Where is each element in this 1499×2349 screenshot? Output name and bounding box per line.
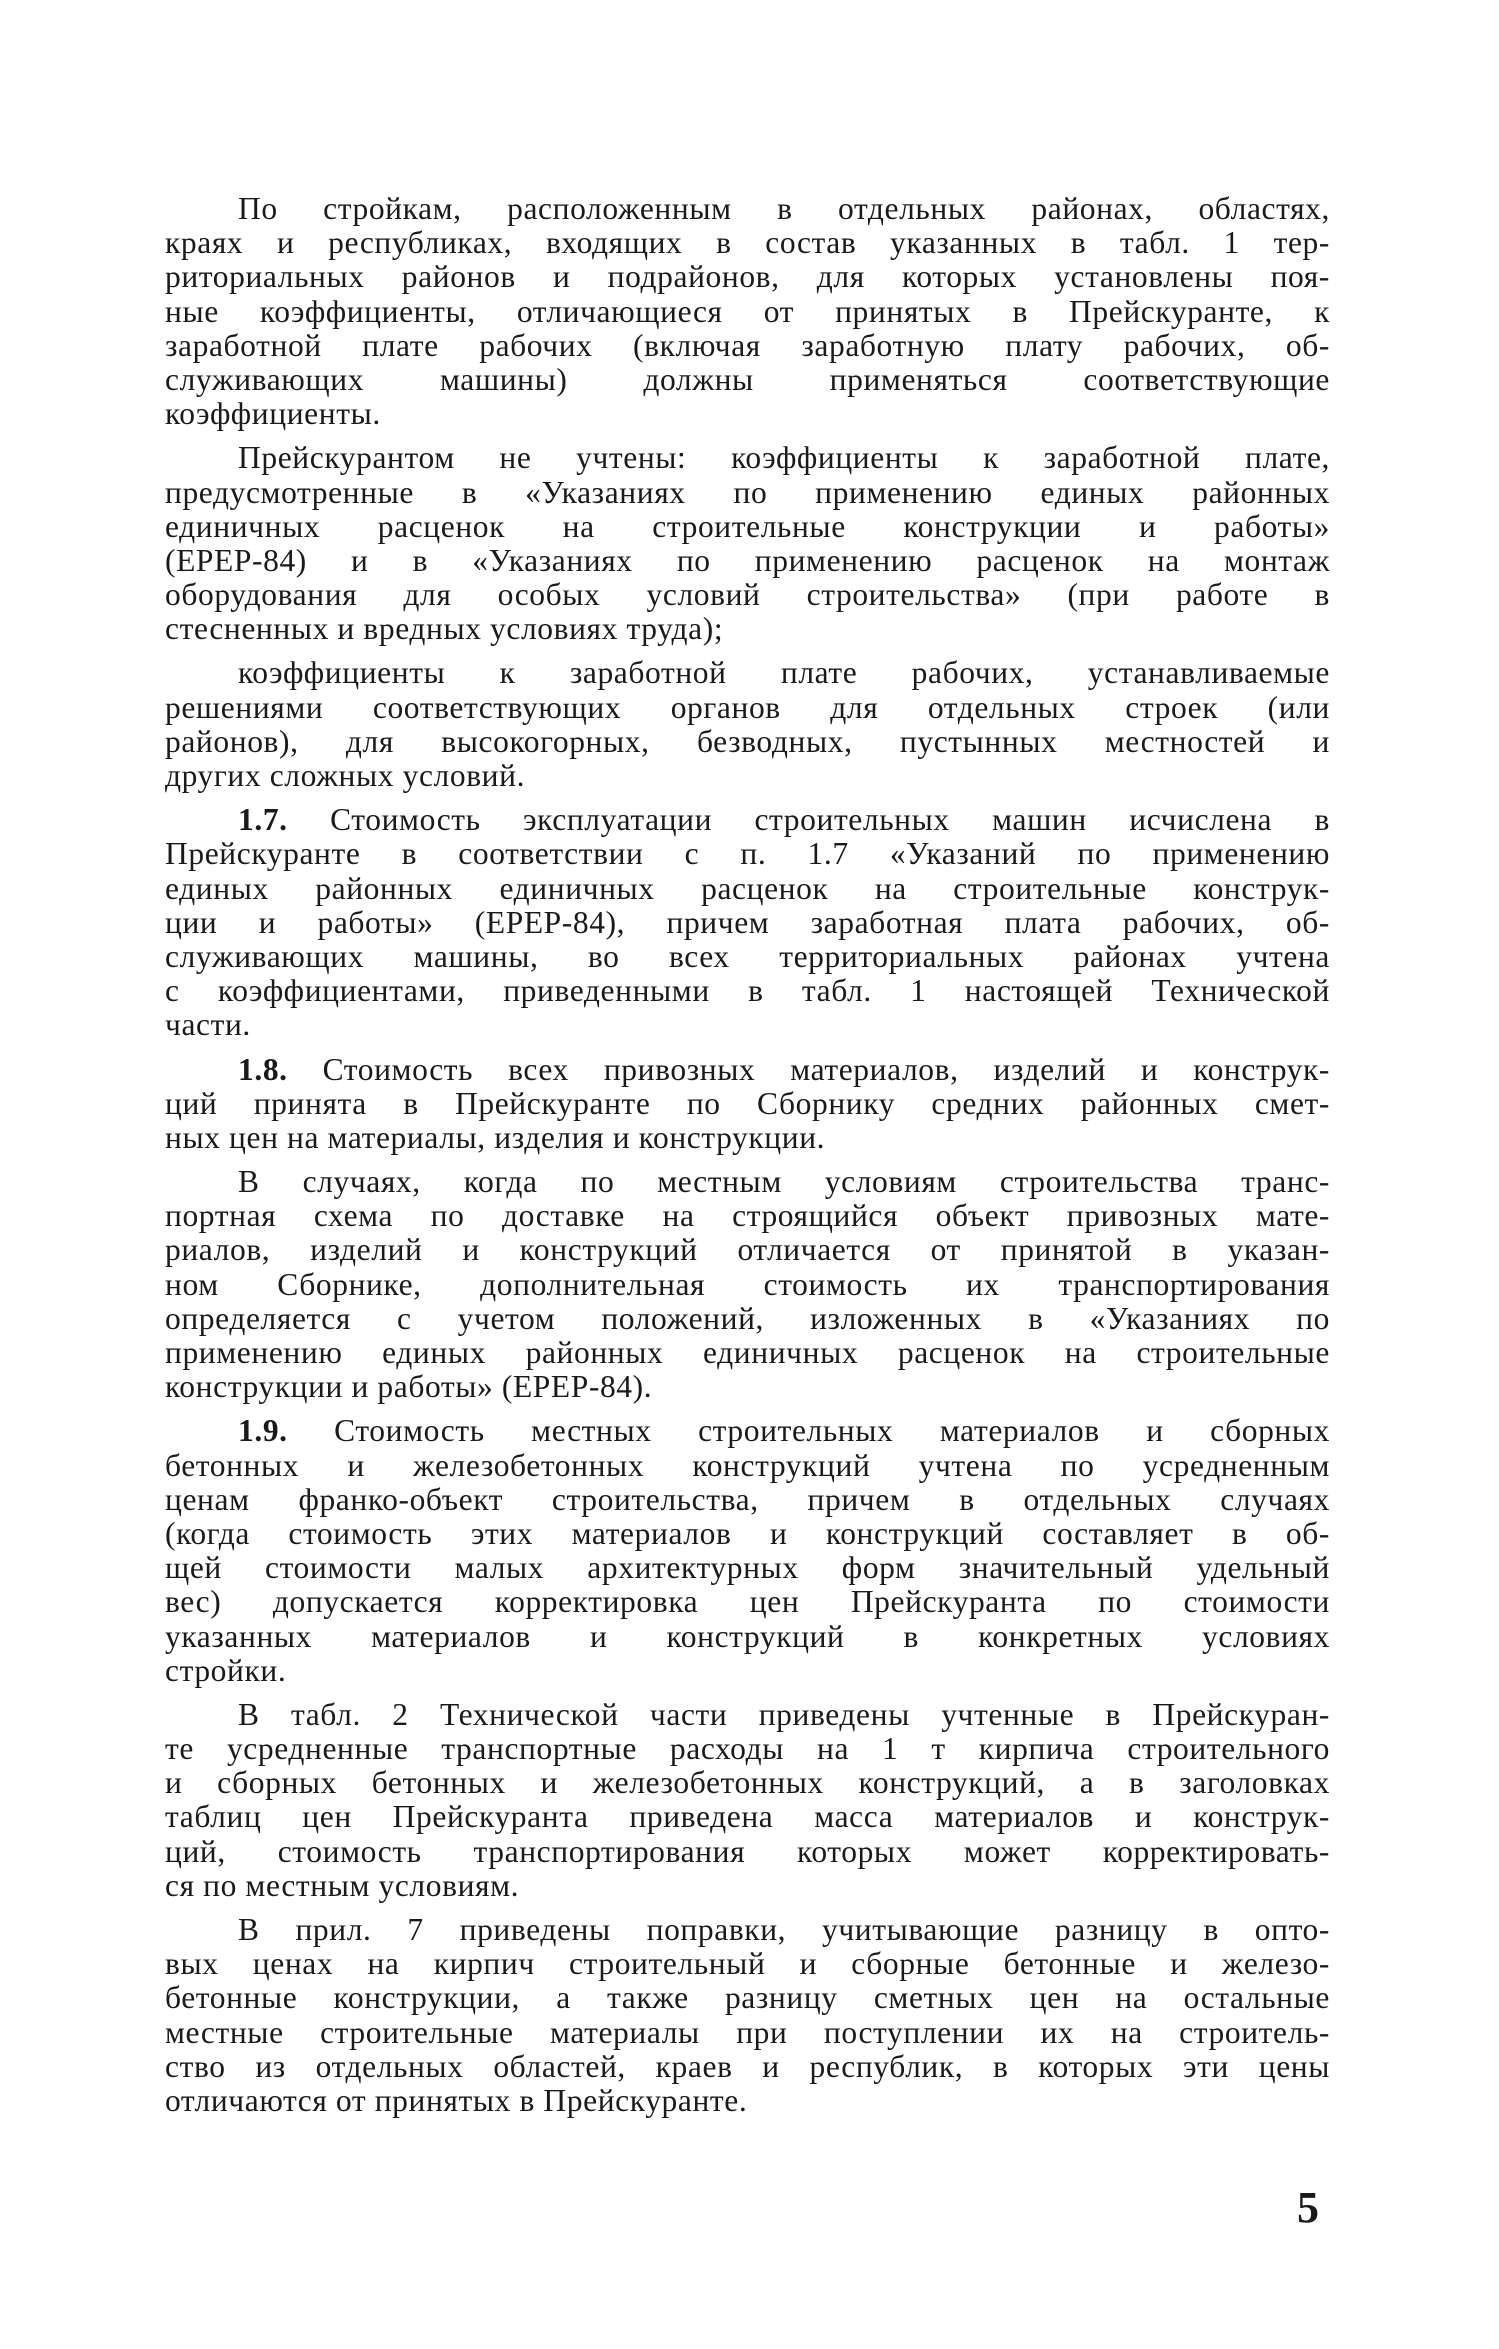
body-text [165, 192, 1330, 2118]
text-line: бетонных и железобетонных конструкций учтена по усредненным [165, 1447, 1330, 1483]
text-line: других сложных условий. [165, 758, 526, 793]
text-line: По стройкам, расположенным в отдельных районах, областях, [238, 191, 1330, 226]
text-line: конструкции и работы» (ЕРЕР-84). [165, 1369, 653, 1405]
text-line: с коэффициентами, приведенными в табл. 1 настоящей Технической [165, 973, 1330, 1009]
text-line: В прил. 7 приведены поправки, учитывающие разницу в опто- [238, 1912, 1330, 1947]
text-line: бетонные конструкции, а также разницу сметных цен на остальные [165, 1980, 1330, 2016]
text-line: ные коэффициенты, отличающиеся от принятых в Прейскуранте, к [165, 293, 1330, 329]
text-line: предусмотренные в «Указаниях по применению единых районных [165, 474, 1330, 510]
text-line: части. [165, 1007, 251, 1043]
text-line: местные строительные материалы при поступлении их на строитель- [165, 2014, 1330, 2050]
section-number: 1.9. [238, 1413, 288, 1449]
text-segment: Стоимость эксплуатации строительных машин исчислена в [330, 802, 1330, 838]
paragraph [165, 441, 1330, 646]
paragraph [165, 1698, 1330, 1903]
text-line: (когда стоимость этих материалов и конструкций составляет в об- [165, 1515, 1330, 1551]
text-line: стесненных и вредных условиях труда); [165, 611, 724, 647]
text-line: риалов, изделий и конструкций отличается от принятой в указан- [165, 1232, 1330, 1268]
section-1-8 [165, 1053, 1330, 1156]
text-line: щей стоимости малых архитектурных форм значительный удельный [165, 1550, 1330, 1586]
text-line: риториальных районов и подрайонов, для которых установлены поя- [165, 259, 1330, 295]
paragraph [165, 192, 1330, 431]
text-line: определяется с учетом положений, изложенных в «Указаниях по [165, 1300, 1330, 1336]
text-line: таблиц цен Прейскуранта приведена масса материалов и конструк- [165, 1799, 1330, 1835]
text-line: вых ценах на кирпич строительный и сборные бетонные и железо- [165, 1946, 1330, 1982]
text-line: служивающих машины, во всех территориальных районах учтена [165, 938, 1330, 974]
text-line: единых районных единичных расценок на строительные конструк- [165, 870, 1330, 906]
text-line: коэффициенты. [165, 396, 381, 432]
section-number: 1.7. [238, 802, 288, 838]
text-segment: Стоимость всех привозных материалов, изделий и конструк- [322, 1051, 1330, 1087]
text-line: и сборных бетонных и железобетонных конструкций, а в заголовках [165, 1765, 1330, 1801]
text-line: ся по местным условиям. [165, 1867, 520, 1903]
text-line: отличаются от принятых в Прейскуранте. [165, 2082, 748, 2118]
text-line: оборудования для особых условий строительства» (при работе в [165, 577, 1330, 613]
text-line [165, 803, 1330, 837]
text-line: заработной плате рабочих (включая заработную плату рабочих, об- [165, 327, 1330, 363]
text-line: ном Сборнике, дополнительная стоимость их транспортирования [165, 1266, 1330, 1302]
section-1-7 [165, 803, 1330, 1042]
section-number: 1.8. [238, 1051, 288, 1087]
paragraph [165, 1913, 1330, 2118]
text-line: ций, стоимость транспортирования которых может корректировать- [165, 1833, 1330, 1869]
text-line: указанных материалов и конструкций в конкретных условиях [165, 1618, 1330, 1654]
text-line: единичных расценок на строительные конструкции и работы» [165, 508, 1330, 544]
text-line: служивающих машины) должны применяться соответствующие [165, 361, 1330, 397]
text-line: краях и республиках, входящих в состав указанных в табл. 1 тер- [165, 225, 1330, 261]
text-line: ции и работы» (ЕРЕР-84), причем заработная плата рабочих, об- [165, 904, 1330, 940]
section-1-9 [165, 1414, 1330, 1688]
text-line: ценам франко-объект строительства, причем в отдельных случаях [165, 1481, 1330, 1517]
text-line: районов), для высокогорных, безводных, пустынных местностей и [165, 723, 1330, 759]
text-line: вес) допускается корректировка цен Прейскуранта по стоимости [165, 1584, 1330, 1620]
paragraph [165, 656, 1330, 793]
text-line [165, 1053, 1330, 1087]
text-line: применению единых районных единичных расценок на строительные [165, 1335, 1330, 1370]
text-line: Прейскурантом не учтены: коэффициенты к заработной плате, [238, 440, 1330, 476]
page-number: 5 [1297, 2183, 1319, 2232]
text-line: коэффициенты к заработной плате рабочих, устанавливаемые [238, 655, 1330, 691]
text-line: ство из отдельных областей, краев и республик, в которых эти цены [165, 2048, 1330, 2084]
text-line [165, 1414, 1330, 1448]
text-line: решениями соответствующих органов для отдельных строек (или [165, 689, 1330, 725]
text-line: В случаях, когда по местным условиям строительства транс- [238, 1164, 1330, 1200]
text-line: (ЕРЕР-84) и в «Указаниях по применению расценок на монтаж [165, 542, 1330, 578]
paragraph [165, 1165, 1330, 1404]
text-line: те усредненные транспортные расходы на 1 т кирпича строительного [165, 1731, 1330, 1767]
text-line: Прейскуранте в соответствии с п. 1.7 «Указаний по применению [165, 836, 1330, 872]
text-line: ных цен на материалы, изделия и конструкции. [165, 1119, 826, 1155]
text-segment: Стоимость местных строительных материалов и сборных [334, 1413, 1331, 1449]
text-line: портная схема по доставке на строящийся объект привозных мате- [165, 1198, 1330, 1234]
text-line: стройки. [165, 1652, 287, 1688]
text-line: В табл. 2 Технической части приведены учтенные в Прейскуран- [238, 1696, 1330, 1732]
text-line: ций принята в Прейскуранте по Сборнику средних районных смет- [165, 1085, 1330, 1121]
